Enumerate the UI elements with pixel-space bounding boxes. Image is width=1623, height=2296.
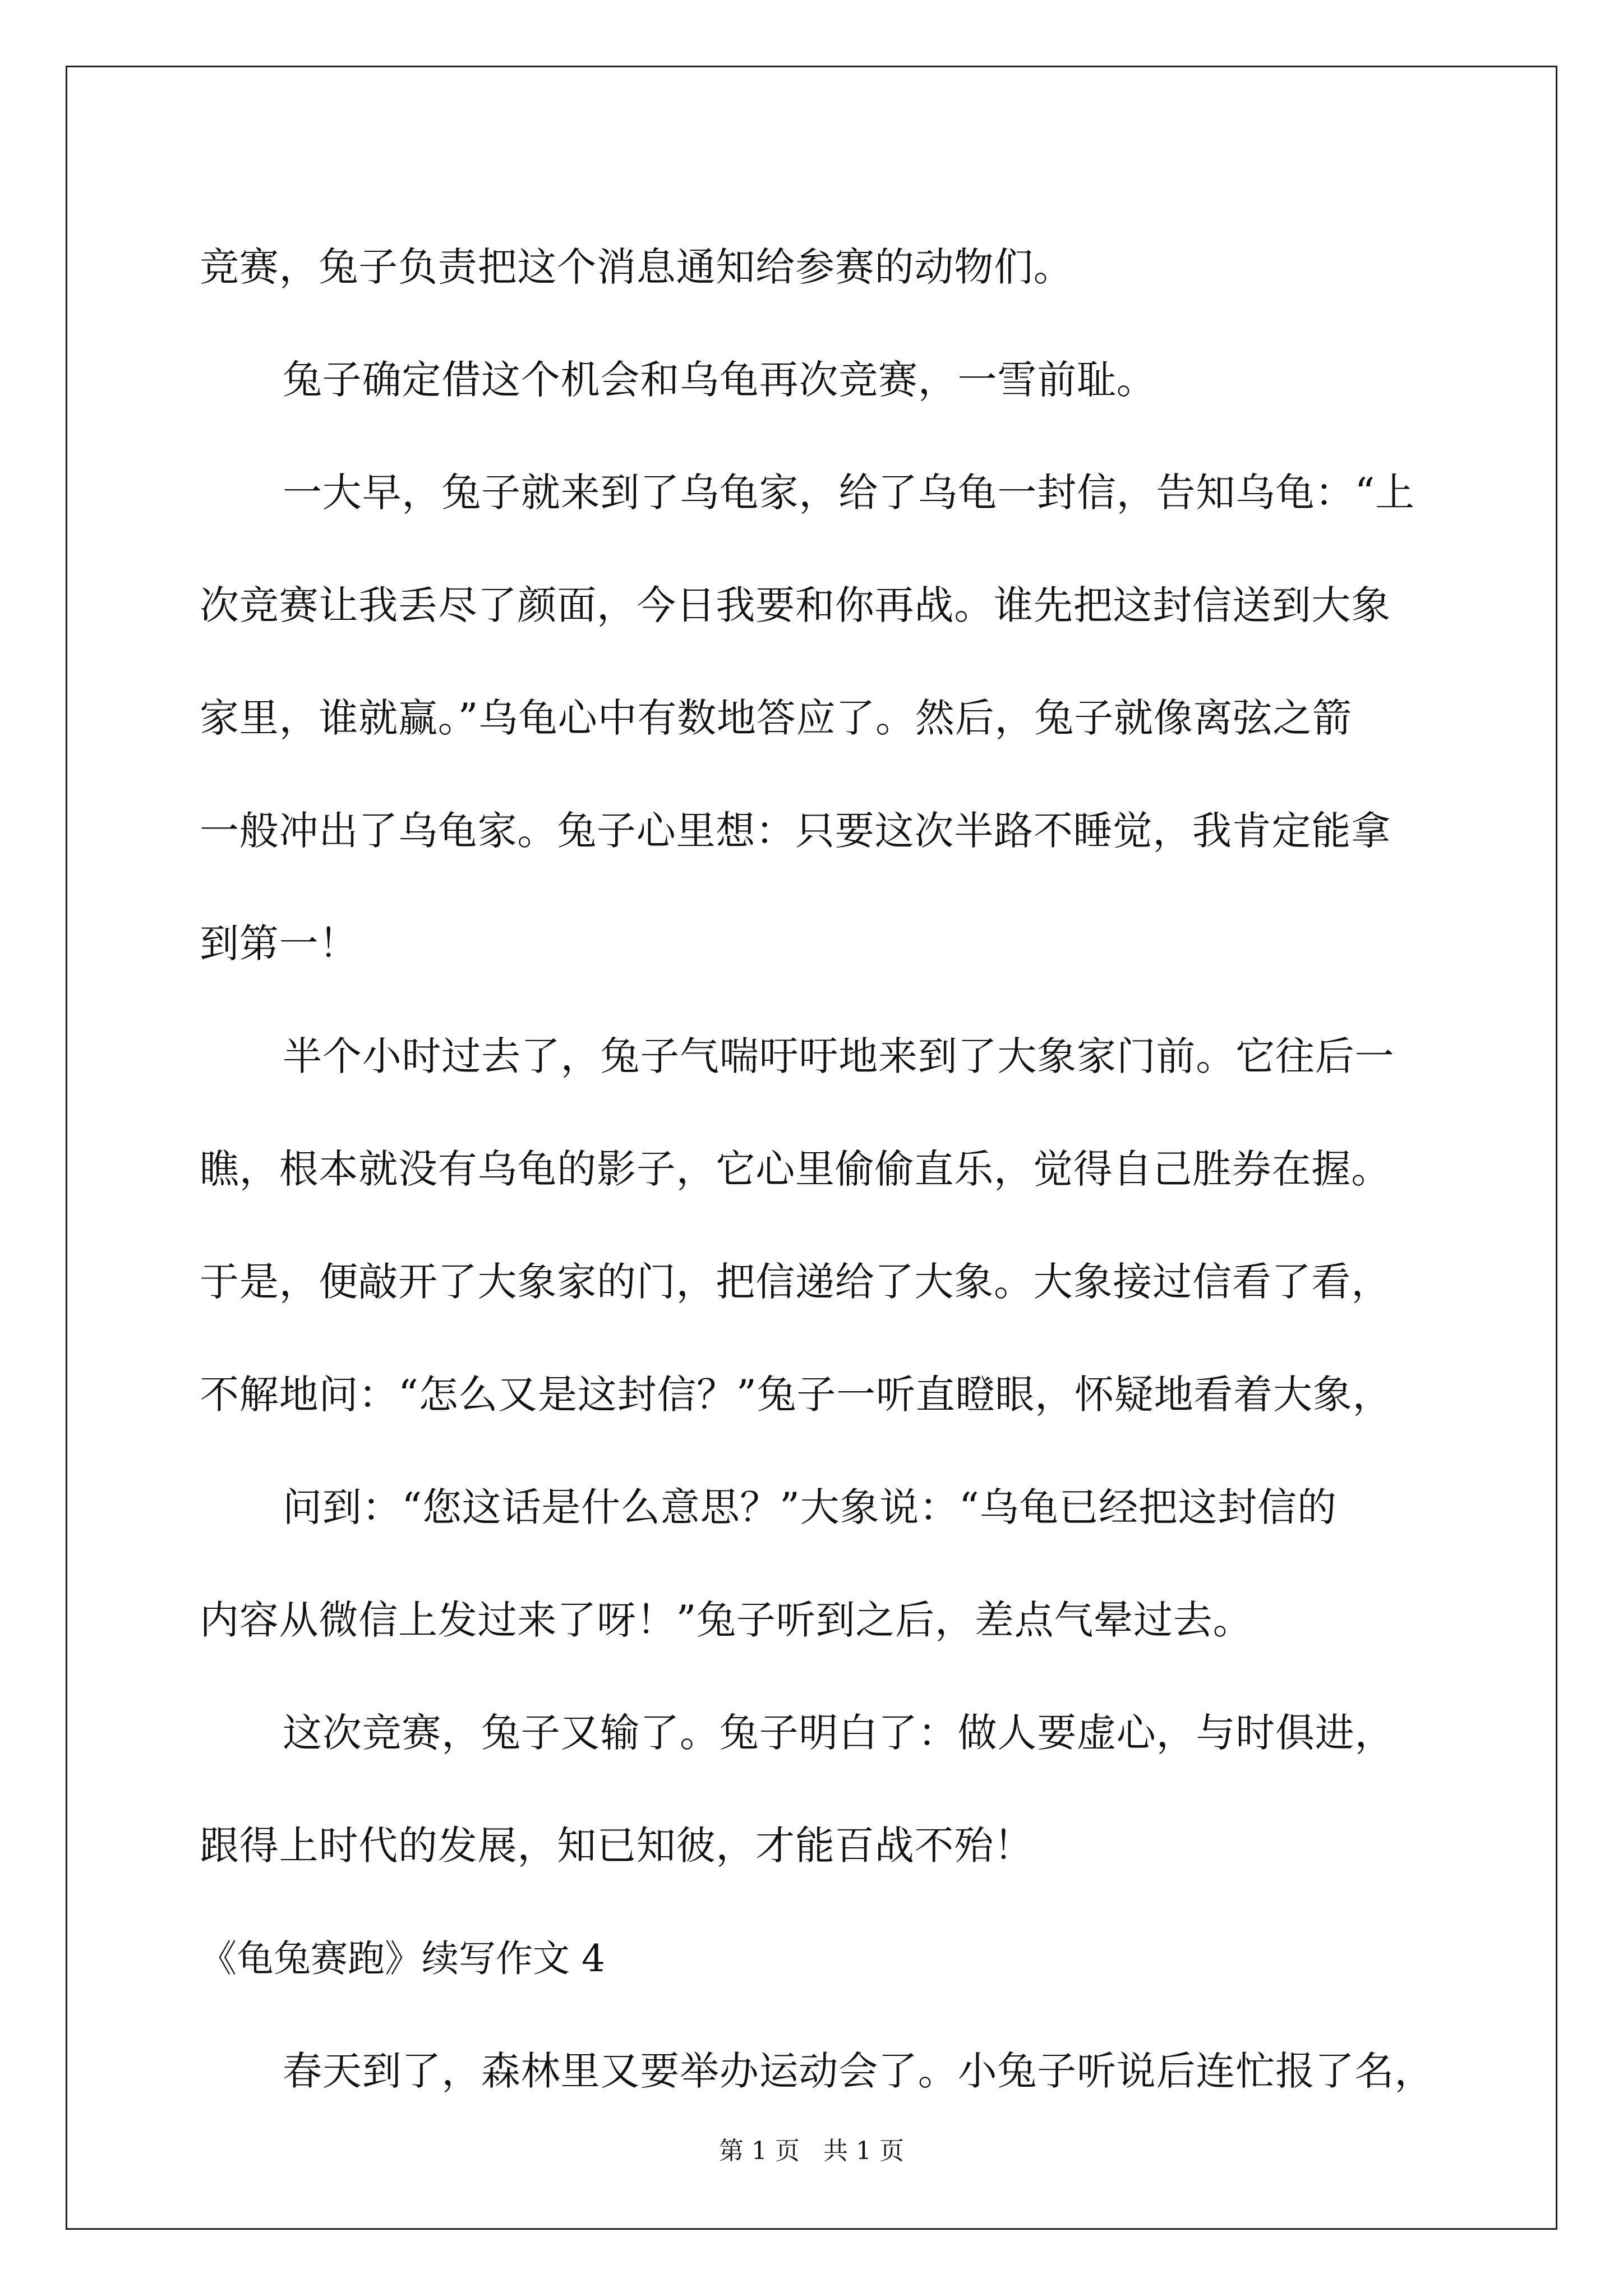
paragraph-line: 兔子确定借这个机会和乌龟再次竞赛，一雪前耻。 xyxy=(283,357,1156,403)
paragraph-line: 到第一！ xyxy=(200,921,359,967)
paragraph-line: 春天到了，森林里又要举办运动会了。小兔子听说后连忙报了名， xyxy=(283,2048,1435,2094)
document-body xyxy=(200,211,1456,2128)
paragraph-line: 家里，谁就赢。”乌龟心中有数地答应了。然后，兔子就像离弦之箭 xyxy=(200,695,1352,741)
paragraph-line: 一般冲出了乌龟家。兔子心里想：只要这次半路不睡觉，我肯定能拿 xyxy=(200,808,1391,854)
page-number-footer: 第 1 页 共 1 页 xyxy=(719,2137,904,2165)
paragraph-line: 问到：“您这话是什么意思？”大象说：“乌龟已经把这封信的 xyxy=(283,1484,1337,1530)
paragraph-line: 竞赛，兔子负责把这个消息通知给参赛的动物们。 xyxy=(200,244,1073,290)
paragraph-line: 不解地问：“怎么又是这封信？”兔子一听直瞪眼，怀疑地看着大象， xyxy=(200,1372,1393,1418)
paragraph-line: 于是，便敲开了大象家的门，把信递给了大象。大象接过信看了看， xyxy=(200,1259,1391,1305)
paragraph-line: 一大早，兔子就来到了乌龟家，给了乌龟一封信，告知乌龟：“上 xyxy=(283,470,1415,516)
section-heading: 《龟兔赛跑》续写作文 4 xyxy=(200,1937,605,1980)
paragraph-line: 瞧，根本就没有乌龟的影子，它心里偷偷直乐，觉得自己胜券在握。 xyxy=(200,1146,1391,1192)
paragraph-line: 次竞赛让我丢尽了颜面，今日我要和你再战。谁先把这封信送到大象 xyxy=(200,582,1391,628)
paragraph-line: 跟得上时代的发展，知已知彼，才能百战不殆！ xyxy=(200,1823,1034,1869)
paragraph-line: 这次竞赛，兔子又输了。兔子明白了：做人要虚心，与时俱进， xyxy=(283,1710,1395,1756)
paragraph-line: 半个小时过去了，兔子气喘吁吁地来到了大象家门前。它往后一 xyxy=(283,1033,1395,1079)
paragraph-line: 内容从微信上发过来了呀！”兔子听到之后，差点气晕过去。 xyxy=(200,1597,1253,1643)
